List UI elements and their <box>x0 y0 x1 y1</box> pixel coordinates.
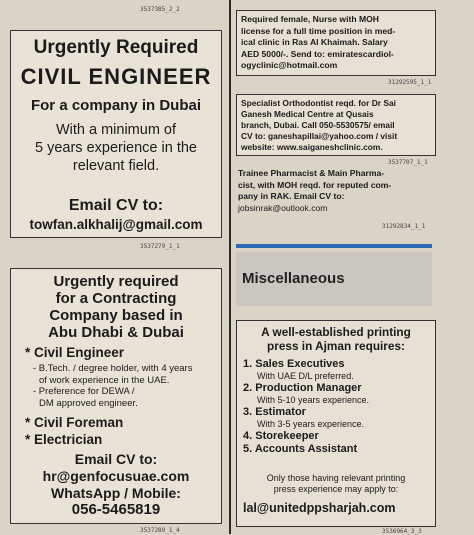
job-item: 1. Sales Executives <box>243 358 345 370</box>
ad-line: branch, Dubai. Call 050-5530575/ email <box>241 120 395 130</box>
right-column <box>232 0 474 534</box>
ad-line: license for a full time position in med- <box>241 25 396 36</box>
whatsapp-label: WhatsApp / Mobile: <box>51 485 181 501</box>
position-electrician: * Electrician <box>25 432 103 447</box>
detail-line: DM approved engineer. <box>39 397 138 409</box>
detail-line: - Preference for DEWA / <box>33 386 135 397</box>
email-label: Email CV to: <box>68 197 164 214</box>
ad-body-line: With a minimum of <box>55 122 177 138</box>
job-list <box>243 358 369 456</box>
ad-title-line: Abu Dhabi & Dubai <box>48 324 184 341</box>
job-item: 2. Production Manager <box>243 382 362 394</box>
ad-code: 3537289_1_4 <box>140 527 180 534</box>
detail-line: of work experience in the UAE. <box>39 374 170 386</box>
nurse-ad <box>236 10 436 76</box>
job-item: 4. Storekeeper <box>243 430 319 442</box>
ad-body <box>11 121 221 175</box>
email-label: Email CV to: <box>74 451 158 467</box>
ad-code: 3537707_1_1 <box>388 159 428 166</box>
ad-code: 3536964_3_3 <box>382 528 422 535</box>
ad-title-line: Company based in <box>49 307 183 324</box>
position-civil-foreman: * Civil Foreman <box>25 415 124 430</box>
ad-title <box>237 325 435 353</box>
ad-title-line: A well-established printing <box>261 325 411 339</box>
job-detail: With 3-5 years experience. <box>257 419 365 429</box>
ad-code: 3537279_1_1 <box>140 243 180 250</box>
printing-press-ad <box>236 320 436 527</box>
ad-line: CV to: ganeshapillai@yahoo.com / visit <box>241 131 398 141</box>
email-address: towfan.alkhalij@gmail.com <box>29 217 203 232</box>
note-line: press experience may apply to: <box>273 484 399 494</box>
section-accent-bar <box>236 244 432 248</box>
ad-line: pany in RAK. Email CV to: <box>238 191 345 201</box>
job-detail: With 5-10 years experience. <box>257 395 370 405</box>
ad-title: Urgently Required <box>33 37 199 58</box>
ad-body-line: relevant field. <box>72 158 160 174</box>
ad-line: Required female, Nurse with MOH <box>241 14 380 24</box>
job-item: 3. Estimator <box>243 406 306 418</box>
phone-number: 056-5465819 <box>71 501 161 518</box>
ad-line: AED 5000/-. Send to: emiratescardiol- <box>241 48 394 59</box>
ad-line: website: www.saiganeshclinic.com. <box>241 142 383 152</box>
ad-title-line: press in Ajman requires: <box>267 339 405 353</box>
orthodontist-ad <box>236 94 436 156</box>
note-line: Only those having relevant printing <box>266 473 406 483</box>
left-column <box>0 0 228 534</box>
ad-body-line: 5 years experience in the <box>34 140 197 156</box>
job-item: 5. Accounts Assistant <box>243 443 358 455</box>
detail-line: - B.Tech. / degree holder, with 4 years <box>33 363 193 374</box>
apply-note <box>237 473 435 495</box>
ad-line: Ganesh Medical Centre at Qusais <box>241 109 374 119</box>
civil-engineer-ad <box>10 30 222 238</box>
position-civil-engineer: * Civil Engineer <box>25 345 125 360</box>
email-address: lal@unitedppsharjah.com <box>243 501 396 515</box>
pharmacist-ad <box>238 168 438 214</box>
ad-headline: CIVIL ENGINEER <box>20 64 212 89</box>
position-details <box>33 363 192 409</box>
section-header <box>236 252 432 306</box>
ad-subtitle: For a company in Dubai <box>30 97 202 114</box>
ad-text <box>241 98 397 153</box>
ad-line: jobsinrak@outlook.com <box>238 202 328 213</box>
ad-text <box>238 168 438 214</box>
ad-code: 31292834_1_1 <box>382 223 426 230</box>
email-address: hr@genfocusuae.com <box>42 468 190 484</box>
ad-line: ogyclinic@hotmail.com <box>241 60 338 70</box>
ad-line: Trainee Pharmacist & Main Pharma- <box>238 168 385 178</box>
contracting-company-ad <box>10 268 222 524</box>
ad-text <box>241 14 395 72</box>
ad-line: cist, with MOH reqd. for reputed com- <box>238 179 392 190</box>
job-detail: With UAE D/L preferred. <box>257 371 354 381</box>
section-title: Miscellaneous <box>242 270 345 287</box>
column-divider <box>229 0 231 534</box>
ad-title-line: Urgently required <box>53 273 179 290</box>
ad-title-line: for a Contracting <box>55 290 177 307</box>
ad-code: 3537385_2_2 <box>140 6 180 13</box>
ad-line: Specialist Orthodontist reqd. for Dr Sai <box>241 98 396 108</box>
ad-title <box>11 273 221 341</box>
ad-code: 31292595_1_1 <box>388 79 432 86</box>
ad-line: ical clinic in Ras Al Khaimah. Salary <box>241 37 388 47</box>
